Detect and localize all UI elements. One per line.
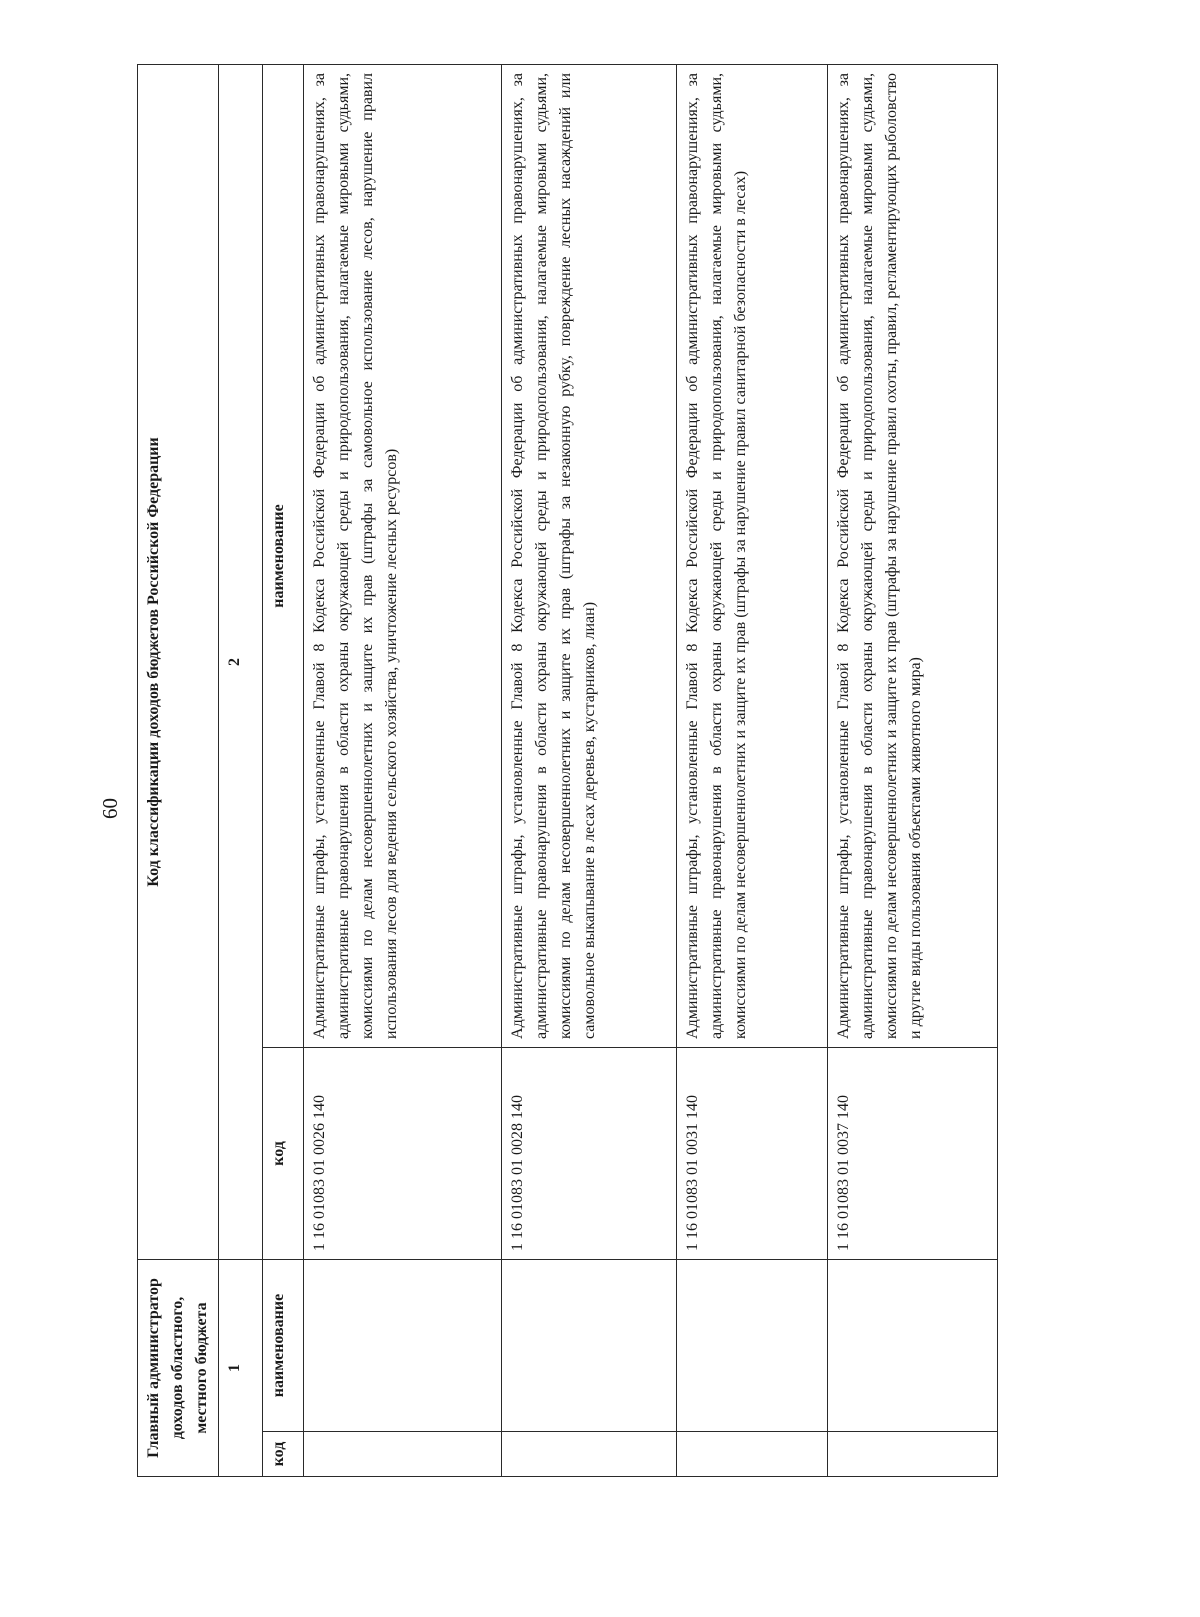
header-admin-name: наименование bbox=[263, 1259, 304, 1431]
row-admin-name bbox=[304, 1259, 502, 1431]
row-code: 1 16 01083 01 0037 140 bbox=[828, 1047, 998, 1259]
row-admin-name bbox=[502, 1259, 677, 1431]
row-name: Административные штрафы, установленные Главой 8 Кодекса Российской Федерации об административных правонарушениях, за административные правонарушения в области охраны окружающей среды и природопользования, налагаемые мировыми судьями, комиссиями по делам несовершеннолетних и защите их прав (штрафы за нарушение правил охоты, правил, регламентирующих рыболовство и другие виды пользования объектами животного мира) bbox=[828, 64, 998, 1047]
header-group2-number: 2 bbox=[219, 64, 263, 1259]
row-code: 1 16 01083 01 0026 140 bbox=[304, 1047, 502, 1259]
row-name: Административные штрафы, установленные Главой 8 Кодекса Российской Федерации об административных правонарушениях, за административные правонарушения в области охраны окружающей среды и природопользования, налагаемые мировыми судьями, комиссиями по делам несовершеннолетних и защите их прав (штрафы за незаконную рубку, повреждение лесных насаждений или самовольное выкапывание в лесах деревьев, кустарников, лиан) bbox=[502, 64, 677, 1047]
header-group1-number: 1 bbox=[219, 1259, 263, 1476]
header-class-name: наименование bbox=[263, 64, 304, 1047]
header-admin-group: Главный администратор доходов областного, местного бюджета bbox=[138, 1259, 219, 1476]
row-name: Административные штрафы, установленные Главой 8 Кодекса Российской Федерации об административных правонарушениях, за административные правонарушения в области охраны окружающей среды и природопользования, налагаемые мировыми судьями, комиссиями по делам несовершеннолетних и защите их прав (штрафы за нарушение правил санитарной безопасности в лесах) bbox=[677, 64, 828, 1047]
row-admin-code bbox=[677, 1432, 828, 1477]
page-number: 60 bbox=[98, 798, 122, 819]
table-row bbox=[502, 64, 677, 1476]
revenue-classification-table bbox=[137, 64, 998, 1477]
header-classification-group: Код классификации доходов бюджетов Российской Федерации bbox=[138, 64, 219, 1259]
row-name: Административные штрафы, установленные Главой 8 Кодекса Российской Федерации об административных правонарушениях, за административные правонарушения в области охраны окружающей среды и природопользования, налагаемые мировыми судьями, комиссиями по делам несовершеннолетних и защите их прав (штрафы за самовольное использование лесов, нарушение правил использования лесов для ведения сельского хозяйства, уничтожение лесных ресурсов) bbox=[304, 64, 502, 1047]
row-admin-code bbox=[502, 1432, 677, 1477]
row-admin-name bbox=[677, 1259, 828, 1431]
row-code: 1 16 01083 01 0031 140 bbox=[677, 1047, 828, 1259]
row-code: 1 16 01083 01 0028 140 bbox=[502, 1047, 677, 1259]
header-admin-code: код bbox=[263, 1432, 304, 1477]
row-admin-name bbox=[828, 1259, 998, 1431]
table-row bbox=[677, 64, 828, 1476]
table-row bbox=[304, 64, 502, 1476]
header-class-code: код bbox=[263, 1047, 304, 1259]
row-admin-code bbox=[304, 1432, 502, 1477]
row-admin-code bbox=[828, 1432, 998, 1477]
table-row bbox=[828, 64, 998, 1476]
